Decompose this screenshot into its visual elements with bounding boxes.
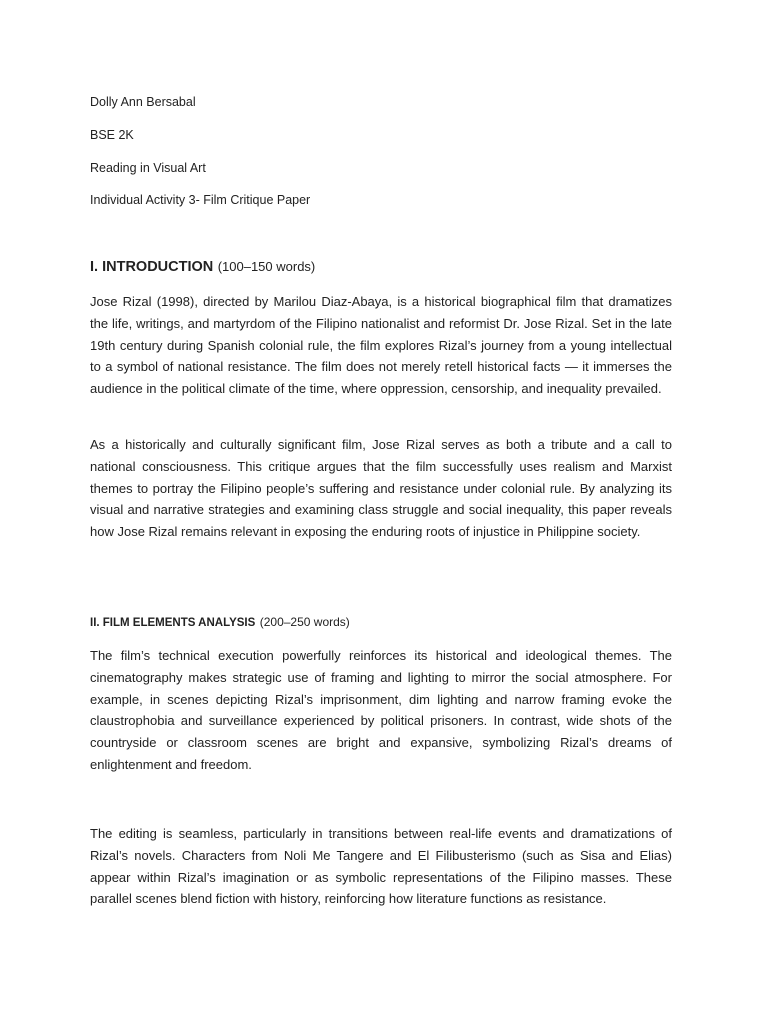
film-elements-paragraph-1: The film’s technical execution powerfully reinforces its historical and ideological themes. The cinematography makes strategic use of framing and lighting to mirror the social atmosphere. For example, in scenes depicting Rizal’s imprisonment, dim lighting and narrow framing evoke the claustrophobia and surveillance experienced by political prisoners. In contrast, wide shots of the countryside or classroom scenes are bright and expansive, symbolizing Rizal’s dreams of enlightenment and freedom. [90, 648, 672, 772]
film-elements-heading-text: II. FILM ELEMENTS ANALYSIS [90, 617, 256, 629]
introduction-paragraph-2: As a historically and culturally significant film, Jose Rizal serves as both a tribute and a call to national consciousness. This critique argues that the film successfully uses realism and Marxist themes to portray the Filipino people’s suffering and resistance under colonial rule. By analyzing its visual and narrative strategies and examining class struggle and social inequality, this paper reveals how Jose Rizal remains relevant in exposing the enduring roots of injustice in Philippine society. [90, 437, 672, 540]
activity-title: Individual Activity 3- Film Critique Paper [90, 193, 311, 207]
introduction-heading [90, 258, 315, 276]
course-title: Reading in Visual Art [90, 161, 206, 175]
introduction-heading-text: I. INTRODUCTION [90, 259, 214, 275]
author-name: Dolly Ann Bersabal [90, 95, 196, 109]
film-elements-paragraph-2: The editing is seamless, particularly in transitions between real-life events and dramatizations of Rizal’s novels. Characters from Noli Me Tangere and El Filibusterismo (such as Sisa and Elias) appear within Rizal’s imagination or as symbolic representations of the Filipino masses. These parallel scenes blend fiction with history, reinforcing how literature functions as resistance. [90, 826, 672, 907]
class-section: BSE 2K [90, 128, 134, 142]
film-elements-heading [90, 613, 350, 632]
film-elements-word-range: (200–250 words) [259, 615, 350, 629]
introduction-word-range: (100–150 words) [217, 259, 316, 274]
introduction-paragraph-1: Jose Rizal (1998), directed by Marilou Diaz-Abaya, is a historical biographical film that dramatizes the life, writings, and martyrdom of the Filipino nationalist and reformist Dr. Jose Rizal. Set in the late 19th century during Spanish colonial rule, the film explores Rizal’s journey from a young intellectual to a symbol of national resistance. The film does not merely retell historical facts — it immerses the audience in the political climate of the time, where oppression, censorship, and inequality prevailed. [90, 294, 672, 397]
